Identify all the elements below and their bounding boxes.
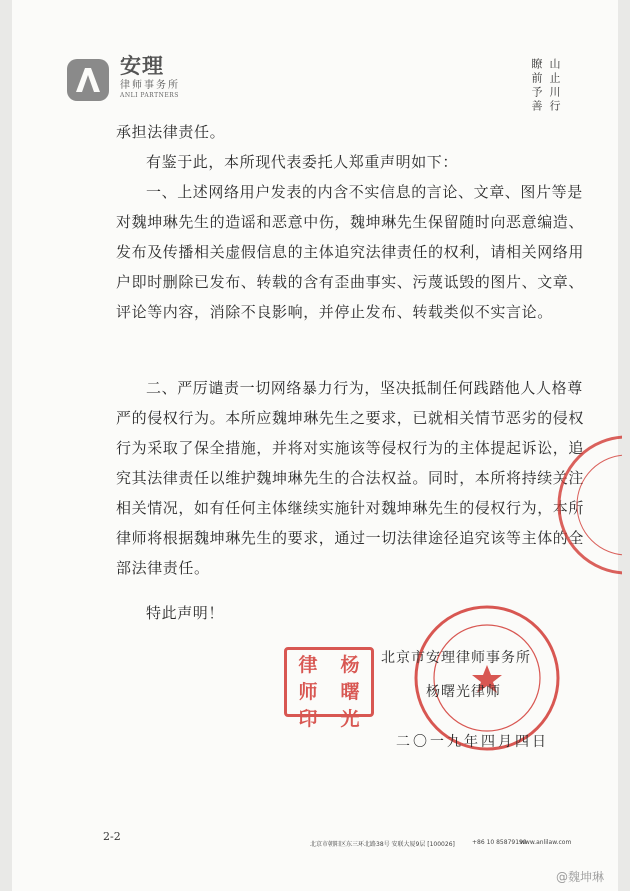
stamp-char: 杨 — [340, 654, 360, 676]
letterhead-firm-english: ANLI PARTNERS — [120, 92, 179, 99]
handwritten-motto-a: 山止川行 — [548, 58, 561, 114]
body-closing: 特此声明！ — [146, 604, 225, 622]
stamp-char: 律 — [298, 654, 318, 676]
signature-date: 二〇一九年四月四日 — [396, 734, 549, 750]
lawyer-name-stamp — [284, 647, 374, 730]
handwritten-motto-b: 瞭前予善 — [530, 58, 543, 114]
weibo-watermark: @魏坤琳 — [556, 870, 605, 884]
body-item-1: 一、上述网络用户发表的内含不实信息的言论、文章、图片等是对魏坤琳先生的造谣和恶意中伤，魏坤琳先生保留随时向恶意编造、发布及传播相关虚假信息的主体追究法律责任的权利，请相关网络用户即时删除已发布、转载的含有歪曲事实、污蔑诋毁的图片、文章、评论等内容，消除不良影响，并停止发布、转载类似不实言论。 — [116, 183, 585, 321]
body-intro: 有鉴于此，本所现代表委托人郑重声明如下： — [146, 153, 459, 171]
body-item-2: 二、严厉谴责一切网络暴力行为，坚决抵制任何践踏他人人格尊严的侵权行为。本所应魏坤琳先生之要求，已就相关情节恶劣的侵权行为采取了保全措施，并将对实施该等侵权行为的主体提起诉讼，追究其法律责任以维护魏坤琳先生的合法权益。同时，本所将持续关注相关情况，如有任何主体继续实施针对魏坤琳先生的侵权行为，本所律师将根据魏坤琳先生的要求，通过一切法律途径追究该等主体的全部法律责任。 — [116, 379, 585, 577]
footer-address: 北京市朝阳区东三环北路38号 安联大厦9层 [100026] — [310, 841, 455, 848]
stamp-char: 师 — [298, 681, 318, 703]
stamp-char: 曙 — [340, 681, 360, 703]
stamp-char: 印 — [298, 708, 318, 730]
footer-website: www.anlilaw.com — [520, 839, 572, 846]
signature-firm: 北京市安理律师事务所 — [381, 650, 531, 666]
letterhead-firm-subtitle: 律师事务所 — [120, 80, 180, 91]
letterhead-firm-name: 安理 — [120, 53, 164, 78]
firm-logo-icon — [66, 58, 110, 102]
stamp-char: 光 — [340, 708, 360, 730]
partial-seal-stamp — [552, 430, 622, 580]
page-number: 2-2 — [103, 830, 121, 843]
footer-phone: +86 10 85879199 — [472, 839, 527, 846]
signature-lawyer: 杨曙光律师 — [426, 684, 501, 700]
body-line-fragment: 承担法律责任。 — [116, 123, 226, 141]
